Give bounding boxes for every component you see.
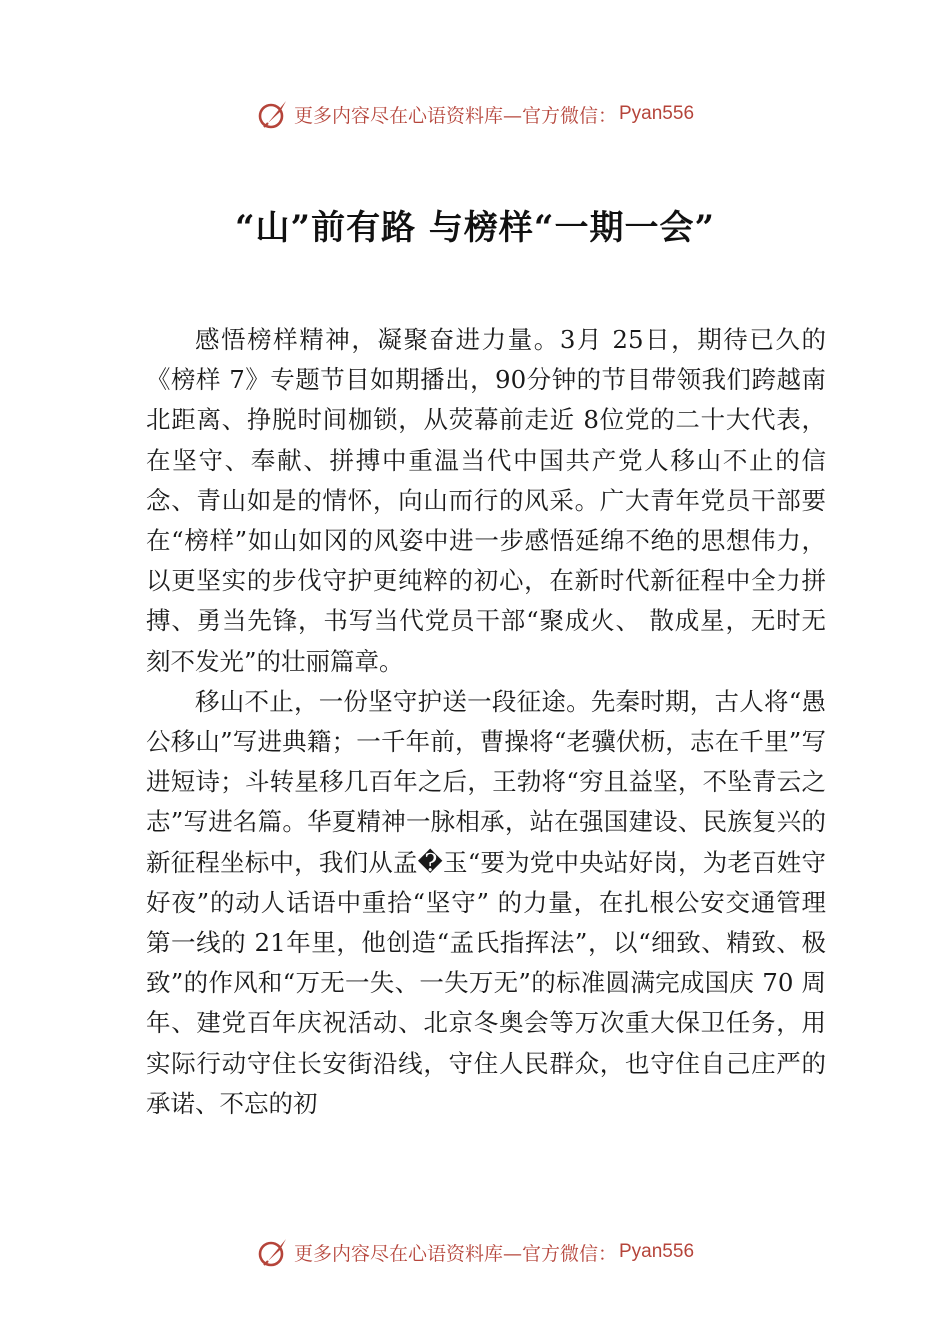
- header-banner-handle: Pyan556: [619, 103, 695, 124]
- quill-pen-logo-icon: [256, 1235, 290, 1269]
- quill-pen-logo-icon: [256, 97, 290, 131]
- header-banner: [0, 94, 950, 134]
- header-banner-text: 更多内容尽在心语资料库—官方微信：: [293, 104, 617, 127]
- footer-banner-text: 更多内容尽在心语资料库—官方微信：: [293, 1242, 617, 1265]
- paragraph-1: 感悟榜样精神，凝聚奋进力量。3月 25日，期待已久的《榜样 7》专题节目如期播出，90分钟的节目带领我们跨越南北距离、挣脱时间枷锁，从荧幕前走近 8位党的二十大代表，在坚守、奉献、拼搏中重温当代中国共产党人移山不止的信念、青山如是的情怀，向山而行的风采。广大青年党员干部要在“榜样”如山如冈的风姿中进一步感悟延绵不绝的思想伟力，以更坚实的步伐守护更纯粹的初心，在新时代新征程中全力拼搏、勇当先锋，书写当代党员干部“聚成火、 散成星，无时无刻不发光”的壮丽篇章。: [146, 325, 826, 676]
- paragraph-2: 移山不止，一份坚守护送一段征途。先秦时期，古人将“愚公移山”写进典籍；一千年前，曹操将“老骥伏枥，志在千里”写进短诗；斗转星移几百年之后，王勃将“穷且益坚，不坠青云之志”写进名篇。华夏精神一脉相承，站在强国建设、民族复兴的新征程坐标中，我们从孟�玉“要为党中央站好岗，为老百姓守好夜”的动人话语中重拾“坚守” 的力量，在扎根公安交通管理第一线的 21年里，他创造“孟氏指挥法”，以“细致、精致、极致”的作风和“万无一失、一失万无”的标准圆满完成国庆 70 周年、建党百年庆祝活动、北京冬奥会等万次重大保卫任务，用实际行动守住长安街沿线，守住人民群众，也守住自己庄严的承诺、不忘的初: [146, 686, 826, 1118]
- footer-banner: [0, 1232, 950, 1272]
- document-title: “山”前有路 与榜样“一期一会”: [234, 208, 716, 248]
- document-body: [146, 320, 826, 1124]
- footer-banner-handle: Pyan556: [619, 1241, 695, 1262]
